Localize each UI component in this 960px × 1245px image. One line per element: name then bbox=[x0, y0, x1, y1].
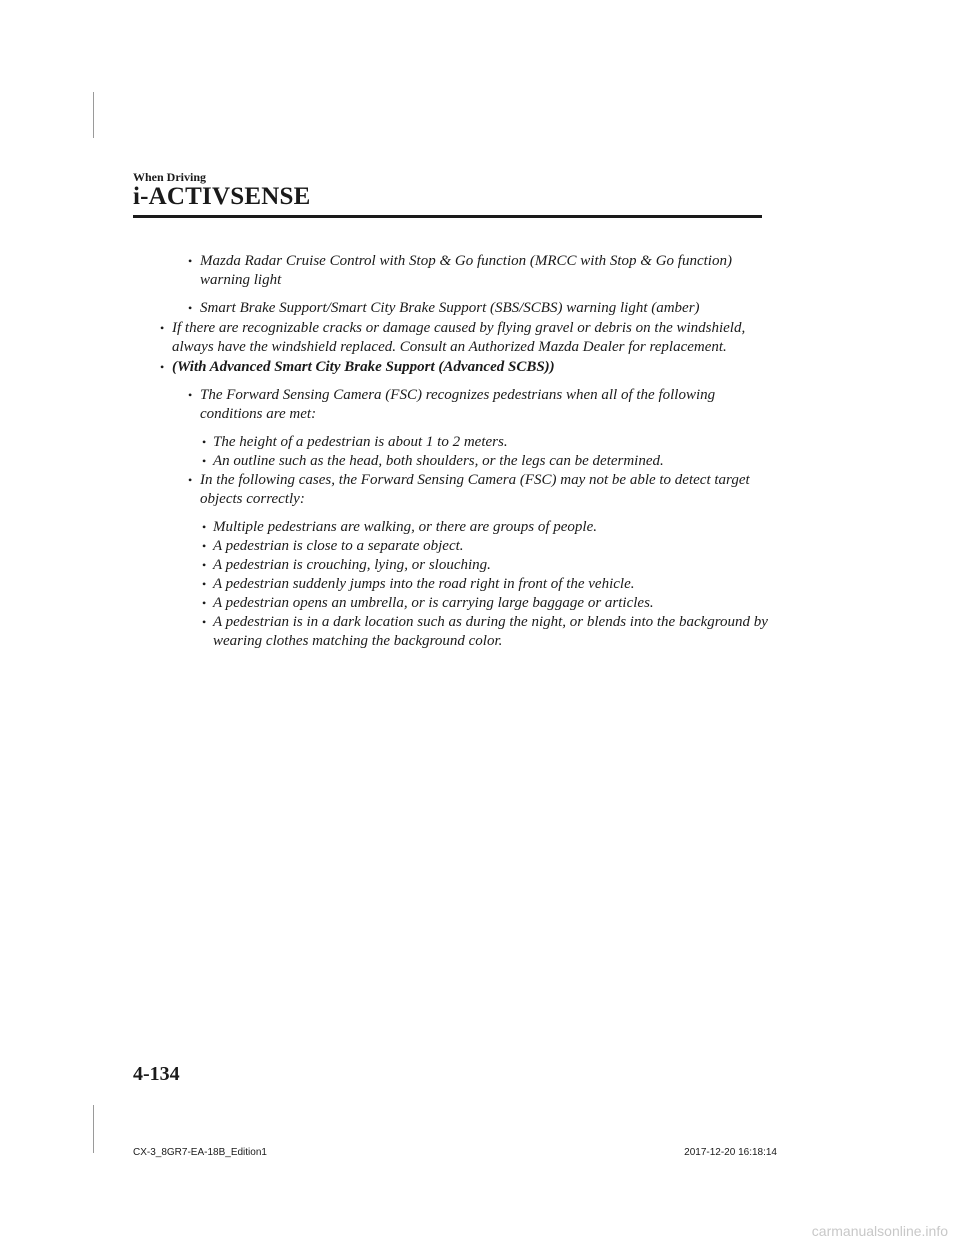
list-item bbox=[160, 575, 770, 594]
watermark: carmanualsonline.info bbox=[811, 1223, 948, 1239]
footer-timestamp: 2017-12-20 16:18:14 bbox=[684, 1147, 777, 1158]
content-body bbox=[160, 252, 770, 651]
page-title: i-ACTIVSENSE bbox=[133, 183, 311, 210]
list-item-text: A pedestrian opens an umbrella, or is carrying large baggage or articles. bbox=[213, 595, 654, 611]
bullet-icon: • bbox=[160, 360, 165, 374]
list-item-text: Mazda Radar Cruise Control with Stop & Go function (MRCC with Stop & Go function) warning light bbox=[200, 253, 732, 288]
section-label: When Driving bbox=[133, 170, 207, 184]
list-item bbox=[160, 518, 770, 537]
bullet-icon: • bbox=[188, 254, 193, 268]
list-item-text: Multiple pedestrians are walking, or there are groups of people. bbox=[213, 519, 597, 535]
list-item bbox=[160, 299, 770, 318]
list-item bbox=[160, 252, 770, 290]
list-item bbox=[160, 452, 770, 471]
bullet-icon: • bbox=[202, 539, 207, 553]
list-item bbox=[160, 594, 770, 613]
bullet-icon: • bbox=[188, 388, 193, 402]
list-item-text: (With Advanced Smart City Brake Support (Advanced SCBS)) bbox=[172, 359, 555, 375]
list-item bbox=[160, 471, 770, 509]
list-item bbox=[160, 537, 770, 556]
list-item-text: If there are recognizable cracks or damage caused by flying gravel or debris on the windshield, always have the windshield replaced. Consult an Authorized Mazda Dealer for replacement. bbox=[172, 320, 746, 355]
title-rule bbox=[133, 215, 762, 218]
list-item-text: A pedestrian is close to a separate object. bbox=[213, 538, 464, 554]
list-item bbox=[160, 386, 770, 424]
bullet-icon: • bbox=[202, 454, 207, 468]
list-item-text: The height of a pedestrian is about 1 to 2 meters. bbox=[213, 434, 508, 450]
list-item bbox=[160, 556, 770, 575]
list-item bbox=[160, 319, 770, 357]
bullet-icon: • bbox=[202, 520, 207, 534]
footer-doc-id: CX-3_8GR7-EA-18B_Edition1 bbox=[133, 1147, 267, 1158]
crop-mark-top bbox=[93, 92, 94, 138]
list-item bbox=[160, 613, 770, 651]
list-item-text: In the following cases, the Forward Sensing Camera (FSC) may not be able to detect target objects correctly: bbox=[200, 472, 750, 507]
bullet-icon: • bbox=[202, 577, 207, 591]
bullet-icon: • bbox=[188, 301, 193, 315]
bullet-icon: • bbox=[202, 596, 207, 610]
bullet-icon: • bbox=[202, 558, 207, 572]
list-item bbox=[160, 358, 770, 377]
page-number: 4-134 bbox=[133, 1063, 180, 1085]
list-item-text: A pedestrian is crouching, lying, or slouching. bbox=[213, 557, 491, 573]
bullet-icon: • bbox=[202, 615, 207, 629]
bullet-icon: • bbox=[188, 473, 193, 487]
list-item bbox=[160, 433, 770, 452]
list-item-text: A pedestrian is in a dark location such as during the night, or blends into the background by wearing clothes matching the background color. bbox=[213, 614, 768, 649]
bullet-icon: • bbox=[202, 435, 207, 449]
bullet-icon: • bbox=[160, 321, 165, 335]
list-item-text: Smart Brake Support/Smart City Brake Support (SBS/SCBS) warning light (amber) bbox=[200, 300, 700, 316]
list-item-text: The Forward Sensing Camera (FSC) recognizes pedestrians when all of the following conditions are met: bbox=[200, 387, 716, 422]
list-item-text: A pedestrian suddenly jumps into the road right in front of the vehicle. bbox=[213, 576, 635, 592]
list-item-text: An outline such as the head, both shoulders, or the legs can be determined. bbox=[213, 453, 664, 469]
crop-mark-bottom bbox=[93, 1105, 94, 1153]
